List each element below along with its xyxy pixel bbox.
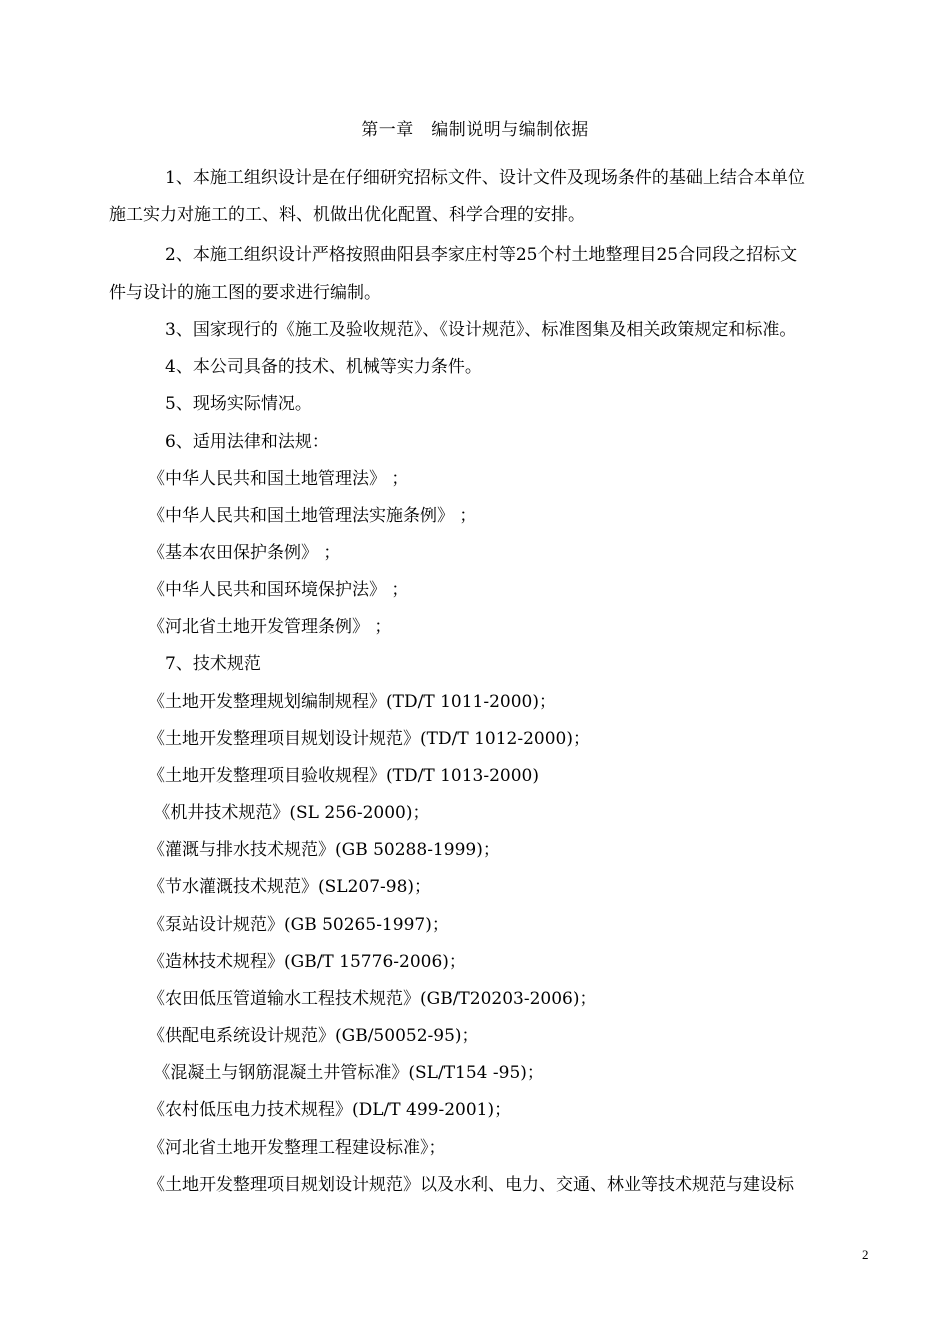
paragraph-1-line-2: 施工实力对施工的工、料、机做出优化配置、科学合理的安排。 [109, 205, 585, 225]
item-3: 3、国家现行的《施工及验收规范》、《设计规范》、标准图集及相关政策规定和标准。 [165, 320, 797, 340]
law-item: 《基本农田保护条例》 ； [148, 543, 341, 563]
standard-item: 《土地开发整理项目验收规程》(TD/T 1013-2000) [148, 766, 539, 786]
standard-item: 《土地开发整理项目规划设计规范》以及水利、电力、交通、林业等技术规范与建设标 [148, 1175, 794, 1195]
standard-item: 《河北省土地开发整理工程建设标准》； [148, 1138, 446, 1158]
item-6: 6、适用法律和法规： [165, 432, 329, 452]
page-number: 2 [862, 1247, 869, 1262]
item-4: 4、本公司具备的技术、机械等实力条件。 [165, 357, 482, 377]
standard-item: 《泵站设计规范》(GB 50265-1997)； [148, 915, 449, 935]
law-item: 《中华人民共和国环境保护法》 ； [148, 580, 409, 600]
standard-item: 《混凝土与钢筋混凝土井管标准》(SL/T154 -95)； [148, 1063, 544, 1083]
standard-item: 《供配电系统设计规范》(GB/50052-95)； [148, 1026, 479, 1046]
chapter-title: 第一章 编制说明与编制依据 [361, 120, 589, 140]
item-5: 5、现场实际情况。 [165, 394, 312, 414]
standard-item: 《机井技术规范》(SL 256-2000)； [148, 803, 430, 823]
standard-item: 《土地开发整理项目规划设计规范》(TD/T 1012-2000)； [148, 729, 590, 749]
paragraph-2-line-1: 2、本施工组织设计严格按照曲阳县李家庄村等25个村土地整理目25合同段之招标文 [165, 245, 798, 265]
tech-standards-heading: 7、技术规范 [165, 654, 261, 674]
law-item: 《中华人民共和国土地管理法》 ； [148, 469, 409, 489]
standard-item: 《节水灌溉技术规范》(SL207-98)； [148, 877, 432, 897]
standard-item: 《农田低压管道输水工程技术规范》(GB/T20203-2006)； [148, 989, 597, 1009]
standard-item: 《灌溉与排水技术规范》(GB 50288-1999)； [148, 840, 500, 860]
paragraph-1-line-1: 1、本施工组织设计是在仔细研究招标文件、设计文件及现场条件的基础上结合本单位 [165, 168, 805, 188]
standard-item: 《造林技术规程》(GB/T 15776-2006)； [148, 952, 466, 972]
law-item: 《中华人民共和国土地管理法实施条例》 ； [148, 506, 477, 526]
paragraph-2-line-2: 件与设计的施工图的要求进行编制。 [109, 283, 381, 303]
law-item: 《河北省土地开发管理条例》 ； [148, 617, 392, 637]
standard-item: 《农村低压电力技术规程》(DL/T 499-2001)； [148, 1100, 512, 1120]
standard-item: 《土地开发整理规划编制规程》(TD/T 1011-2000)； [148, 692, 556, 712]
